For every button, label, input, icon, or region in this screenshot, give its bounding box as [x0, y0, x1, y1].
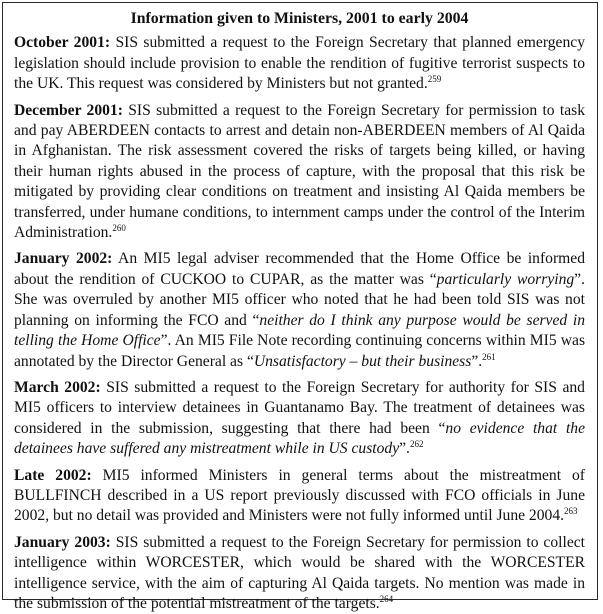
entry-march-2002	[14, 378, 585, 460]
entry-date: March 2002:	[14, 378, 101, 396]
footnote-ref: 264	[379, 593, 394, 604]
entry-text: MI5 informed Ministers in general terms about the mistreatment of BULLFINCH described in a US report previously discussed with FCO officials in June 2002, but no detail was provided and Ministers were not fully informed until June 2004.	[14, 466, 586, 525]
footnote-ref: 263	[564, 506, 578, 517]
entry-text: SIS submitted a request to the Foreign Secretary for permission to task and pay ABERDEEN contacts to arrest and detain non-ABERDEEN members of Al Qaida in Afghanistan. The risk assessment covered the risks of targets being killed, or having their human rights abused in the process of capture, with the proposal that this risk be mitigated by providing clear conditions on treatment and insisting Al Qaida members be transferred, under humane conditions, to internment camps under the control of the Interim Administration.	[14, 101, 585, 242]
entry-text: SIS submitted a request to the Foreign Secretary that planned emergency legislation should include provision to enable the rendition of fugitive terrorist suspects to the UK. This request was considered by Ministers but not granted.	[14, 34, 585, 93]
box-title: Information given to Ministers, 2001 to early 2004	[130, 10, 469, 27]
entry-date: Late 2002:	[14, 466, 92, 484]
entry-december-2001	[14, 101, 585, 244]
entry-text: SIS submitted a request to the Foreign Secretary for permission to collect intelligence within WORCESTER, which would be shared with the WORCESTER intelligence service, with the aim of capturing Al Qaida targets. No mention was made in the submission of the potential mistreatment of the targets.	[14, 533, 585, 612]
entry-text: ”.	[471, 352, 483, 370]
entry-text: SIS submitted a request to the Foreign Secretary for authority for SIS and MI5 officers to interview detainees in Guantanamo Bay. The treatment of detainees was considered in the submission, suggesting that there had been “	[14, 378, 585, 437]
entry-date: January 2002:	[14, 250, 113, 268]
information-box	[2, 2, 598, 612]
entry-october-2001	[14, 33, 585, 94]
entry-quote: no evidence that the detainees have suffered any mistreatment while in US custody	[14, 419, 585, 458]
entry-quote: Unsatisfactory – but their business	[253, 352, 472, 370]
entry-january-2002	[14, 249, 585, 371]
entry-date: December 2001:	[14, 101, 123, 119]
entry-date: October 2001:	[14, 34, 111, 52]
entry-text: ”.	[399, 440, 410, 458]
footnote-ref: 262	[409, 439, 424, 450]
entry-quote: neither do I think any purpose would be served in telling the Home Office	[14, 311, 585, 350]
entry-date: January 2003:	[14, 533, 111, 551]
entry-text: ”. She was overruled by another MI5 officer who noted that he had been told SIS was not planning on informing the FCO and “	[14, 270, 585, 329]
entry-january-2003	[14, 533, 585, 614]
footnote-ref: 259	[427, 74, 442, 85]
entry-text: ”. An MI5 File Note recording continuing concerns within MI5 was annotated by the Director General as “	[14, 332, 586, 370]
footnote-ref: 260	[112, 223, 126, 234]
entry-late-2002	[14, 466, 585, 527]
footnote-ref: 261	[482, 351, 496, 362]
entry-quote: particularly worrying	[436, 270, 575, 288]
entry-text: An MI5 legal adviser recommended that the Home Office be informed about the rendition of CUCKOO to CUPAR, as the matter was “	[14, 250, 585, 288]
